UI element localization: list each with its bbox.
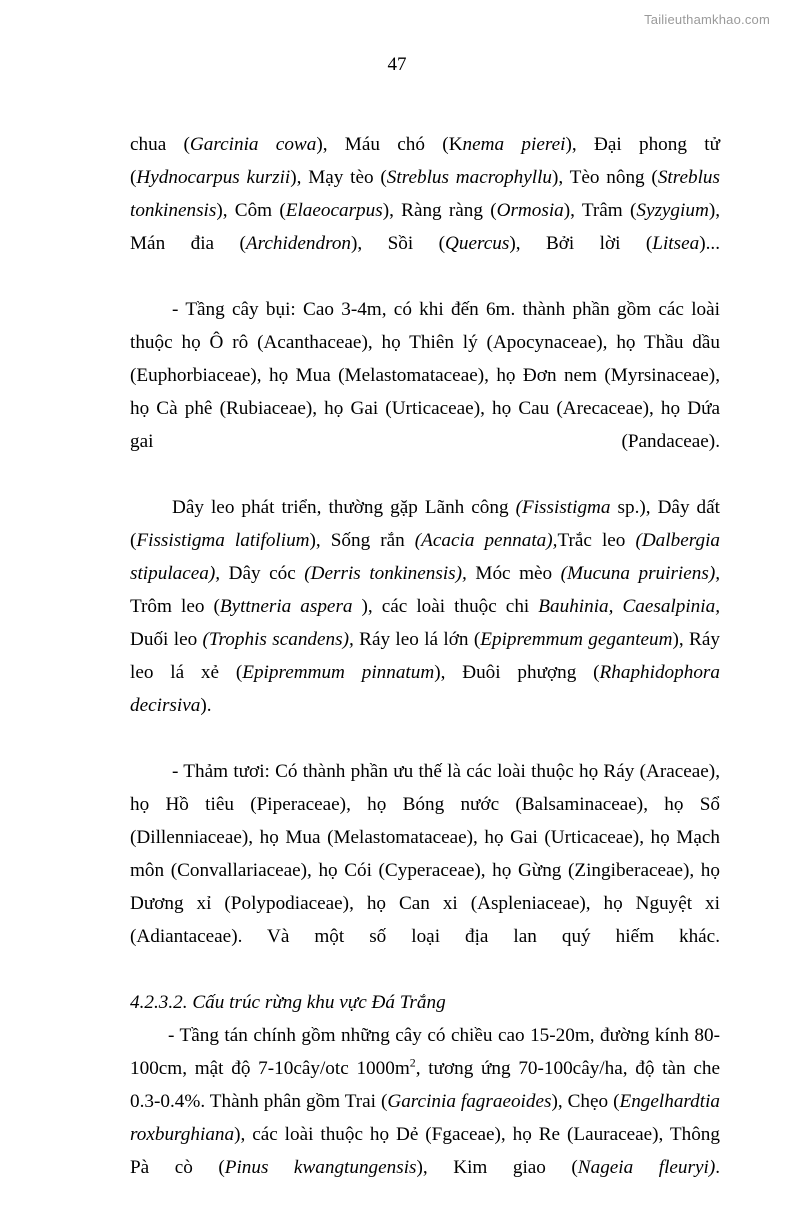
paragraph-lianas: Dây leo phát triển, thường gặp Lãnh công (Fissistigma sp.), Dây dất (Fissistigma latifolium), Sống rắn (Acacia pennata),Trắc leo (Dalbergia stipulacea), Dây cóc (Derris tonkinensis), Móc mèo (Mucuna pruiriens), Trôm leo (Byttneria aspera ), các loài thuộc chi Bauhinia, Caesalpinia, Duối leo (Trophis scandens), Ráy leo lá lớn (Epipremmum geganteum), Ráy leo lá xẻ (Epipremmum pinnatum), Đuôi phượng (Rhaphidophora decirsiva).: [130, 497, 721, 716]
watermark-text: Tailieuthamkhao.com: [644, 12, 770, 27]
section-heading-4-2-3-2: 4.2.3.2. Cấu trúc rừng khu vực Đá Trắng: [130, 992, 446, 1013]
scientific-name: Rhaphidophora decirsiva: [130, 662, 720, 716]
scientific-name: Pinus kwangtungensis: [224, 1157, 417, 1178]
scientific-name: (Acacia pennata),: [414, 530, 558, 551]
scientific-name: (Mucuna pruiriens),: [560, 563, 721, 584]
scientific-name: Engelhardtia roxburghiana: [130, 1091, 721, 1145]
scientific-name: Litsea: [652, 233, 700, 254]
scientific-name: (Derris tonkinensis),: [304, 563, 467, 584]
paragraph-ground-cover: - Thảm tươi: Có thành phần ưu thế là các loài thuộc họ Ráy (Araceae), họ Hồ tiêu (Piperaceae), họ Bóng nước (Balsaminaceae), họ Sổ (Dillenniaceae), họ Mua (Melastomataceae), họ Gai (Urticaceae), họ Mạch môn (Convallariaceae), họ Cói (Cyperaceae), họ Gừng (Zingiberaceae), họ Dương xỉ (Polypodiaceae), họ Can xi (Aspleniaceae), họ Nguyệt xi (Adiantaceae). Và một số loại địa lan quý hiếm khác.: [130, 761, 720, 947]
page-number: 47: [387, 54, 407, 75]
paragraph-main-canopy: - Tầng tán chính gồm những cây có chiều cao 15-20m, đường kính 80-100cm, mật độ 7-10cây/otc $1000m^2$, tương ứng 70-100cây/ha, độ tàn che 0.3-0.4%. Thành phân gồm Trai (Garcinia fagraeoides), Chẹo (Engelhardtia roxburghiana), các loài thuộc họ Dẻ (Fgaceae), họ Re (Lauraceae), Thông Pà cò (Pinus kwangtungensis), Kim giao (Nageia fleuryi).: [130, 1025, 721, 1178]
scientific-name: Ormosia: [496, 200, 564, 221]
scientific-name: Streblus macrophyllu: [386, 167, 553, 188]
scientific-name: Epipremmum geganteum: [480, 629, 673, 650]
scientific-name: Bauhinia, Caesalpinia,: [538, 596, 720, 617]
scientific-name: Byttneria aspera: [219, 596, 353, 617]
scientific-name: Streblus tonkinensis: [130, 167, 720, 221]
paragraph-shrub-layer: - Tầng cây bụi: Cao 3-4m, có khi đến 6m. thành phần gồm các loài thuộc họ Ô rô (Acanthaceae), họ Thiên lý (Apocynaceae), họ Thầu dầu (Euphorbiaceae), họ Mua (Melastomataceae), họ Đơn nem (Myrsinaceae), họ Cà phê (Rubiaceae), họ Gai (Urticaceae), họ Cau (Arecaceae), họ Dứa gai (Pandaceae).: [130, 299, 720, 452]
scientific-name: (Dalbergia stipulacea),: [130, 530, 720, 584]
scientific-name: Hydnocarpus kurzii: [136, 167, 291, 188]
scientific-name: Quercus: [445, 233, 510, 254]
scientific-name: (Fissistigma: [515, 497, 611, 518]
scientific-name: nema pierei: [462, 134, 566, 155]
scientific-name: Archidendron: [245, 233, 352, 254]
scientific-name: Epipremmum pinnatum: [242, 662, 435, 683]
scientific-name: Garcinia fagraeoides: [387, 1091, 552, 1112]
page-body: [130, 128, 720, 1217]
scientific-name: Syzygium: [636, 200, 709, 221]
paragraph-species-list: chua (Garcinia cowa), Máu chó (Knema pierei), Đại phong tử (Hydnocarpus kurzii), Mạy tèo (Streblus macrophyllu), Tèo nông (Streblus tonkinensis), Côm (Elaeocarpus), Ràng ràng (Ormosia), Trâm (Syzygium), Mán đia (Archidendron), Sồi (Quercus), Bởi lời (Litsea)...: [130, 134, 720, 254]
scientific-name: Fissistigma latifolium: [136, 530, 310, 551]
superscript: 2: [409, 1055, 416, 1070]
scientific-name: Garcinia cowa: [189, 134, 317, 155]
scientific-name: (Trophis scandens),: [202, 629, 354, 650]
scientific-name: Elaeocarpus: [285, 200, 383, 221]
scientific-name: Nageia fleuryi): [577, 1157, 716, 1178]
